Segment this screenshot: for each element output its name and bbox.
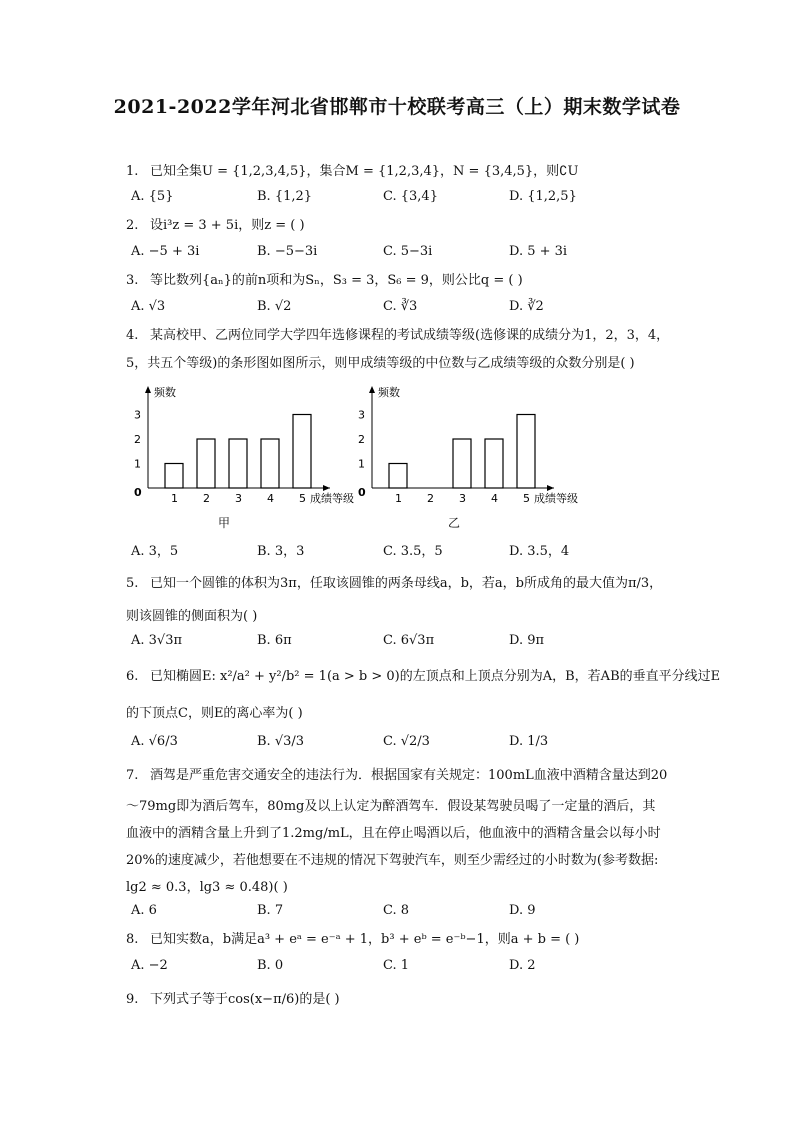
question-7-line-3: 血液中的酒精含量上升到了1.2mg/mL，且在停止喝酒以后，他血液中的酒精含量会以每小时 — [126, 826, 661, 841]
x-tick-label: 1 — [395, 492, 402, 505]
origin-label: 0 — [358, 486, 366, 499]
bar — [165, 464, 183, 489]
options-5 — [131, 633, 671, 653]
bar — [293, 415, 311, 489]
y-tick-label: 1 — [358, 457, 365, 471]
option-c[interactable]: C. √2/3 — [383, 734, 430, 749]
bar — [197, 439, 215, 488]
option-c[interactable]: C. 5−3i — [383, 244, 433, 259]
question-2 — [126, 216, 305, 236]
y-axis-arrow — [145, 386, 151, 393]
origin-label: 0 — [134, 486, 142, 499]
option-a[interactable]: A. 3，5 — [131, 544, 179, 559]
option-d[interactable]: D. {1,2,5} — [509, 189, 577, 204]
question-6 — [126, 667, 720, 687]
chart-jia — [126, 380, 354, 505]
option-c[interactable]: C. 1 — [383, 958, 410, 973]
question-7-line-4: 20%的速度减少，若他想要在不违规的情况下驾驶汽车，则至少需经过的小时数为(参考数据: — [126, 853, 659, 868]
x-tick-label: 1 — [171, 492, 178, 505]
question-number: 4. — [126, 328, 139, 343]
question-text: 等比数列{aₙ}的前n项和为Sₙ，S₃ = 3，S₆ = 9，则公比q = ( ) — [150, 273, 523, 288]
question-text: 某高校甲、乙两位同学大学四年选修课程的考试成绩等级(选修课的成绩分为1，2，3，4， — [150, 328, 670, 343]
option-d[interactable]: D. 2 — [509, 958, 536, 973]
question-text: 下列式子等于cos(x−π/6)的是( ) — [150, 992, 340, 1007]
x-tick-label: 2 — [427, 492, 434, 505]
x-axis-arrow — [547, 485, 554, 491]
options-6 — [131, 734, 671, 754]
question-number: 1. — [126, 164, 139, 179]
question-number: 9. — [126, 992, 139, 1007]
y-tick-label: 2 — [134, 433, 141, 446]
chart-yi — [350, 380, 590, 505]
option-a[interactable]: A. √3 — [131, 299, 166, 314]
x-tick-label: 3 — [459, 492, 466, 505]
x-axis-label: 成绩等级 — [310, 492, 354, 505]
option-b[interactable]: B. √3/3 — [257, 734, 305, 749]
x-axis-arrow — [323, 485, 330, 491]
question-text: 已知椭圆E: x²/a² + y²/b² = 1(a > b > 0)的左顶点和上顶点分别为A，B，若AB的垂直平分线过E — [150, 669, 721, 684]
option-c[interactable]: C. 8 — [383, 903, 410, 918]
x-tick-label: 3 — [235, 492, 242, 505]
y-tick-label: 2 — [358, 433, 365, 446]
options-4 — [131, 540, 671, 560]
chart-caption-yi: 乙 — [448, 516, 461, 530]
option-a[interactable]: A. 6 — [131, 903, 157, 918]
question-7 — [126, 766, 667, 786]
option-c[interactable]: C. ∛3 — [383, 299, 418, 314]
option-a[interactable]: A. 3√3π — [131, 633, 183, 648]
options-2 — [131, 244, 671, 264]
question-9 — [126, 990, 340, 1010]
bar — [261, 439, 279, 488]
x-tick-label: 5 — [523, 492, 530, 505]
question-text: 已知实数a，b满足a³ + eᵃ = e⁻ᵃ + 1，b³ + eᵇ = e⁻ᵇ−1，则a + b = ( ) — [150, 932, 580, 947]
chart-caption-jia: 甲 — [218, 516, 231, 530]
option-d[interactable]: D. 3.5，4 — [509, 544, 570, 559]
question-number: 6. — [126, 669, 139, 684]
option-b[interactable]: B. 6π — [257, 633, 292, 648]
question-3 — [126, 271, 523, 291]
question-number: 5. — [126, 576, 139, 591]
option-c[interactable]: C. 3.5，5 — [383, 544, 443, 559]
y-axis-label: 频数 — [378, 386, 400, 399]
y-tick-label: 3 — [134, 408, 141, 422]
page-title: 2021-2022学年河北省邯郸市十校联考高三（上）期末数学试卷 — [113, 96, 681, 118]
y-axis-label: 频数 — [154, 386, 176, 399]
question-5-continued: 则该圆锥的侧面积为( ) — [126, 609, 258, 624]
x-tick-label: 2 — [203, 492, 210, 505]
question-number: 3. — [126, 273, 139, 288]
option-b[interactable]: B. −5−3i — [257, 244, 318, 259]
question-4-continued: 5，共五个等级)的条形图如图所示，则甲成绩等级的中位数与乙成绩等级的众数分别是( ) — [126, 356, 635, 371]
question-5 — [126, 574, 662, 594]
bar — [229, 439, 247, 488]
question-text: 酒驾是严重危害交通安全的违法行为．根据国家有关规定：100mL血液中酒精含量达到20 — [150, 768, 668, 783]
option-a[interactable]: A. −5 + 3i — [131, 244, 200, 259]
option-b[interactable]: B. 0 — [257, 958, 284, 973]
option-b[interactable]: B. √2 — [257, 299, 292, 314]
option-c[interactable]: C. {3,4} — [383, 189, 438, 204]
y-axis-arrow — [369, 386, 375, 393]
bar — [485, 439, 503, 488]
question-7-line-2: ～79mg即为酒后驾车，80mg及以上认定为醉酒驾车．假设某驾驶员喝了一定量的酒后，其 — [126, 799, 656, 814]
question-number: 8. — [126, 932, 139, 947]
option-d[interactable]: D. ∛2 — [509, 299, 544, 314]
y-tick-label: 3 — [358, 408, 365, 422]
question-4 — [126, 326, 669, 346]
bar — [389, 464, 407, 489]
x-tick-label: 4 — [267, 492, 274, 505]
bar — [453, 439, 471, 488]
option-d[interactable]: D. 9 — [509, 903, 536, 918]
question-8 — [126, 930, 579, 950]
options-1 — [131, 189, 671, 209]
y-tick-label: 1 — [134, 457, 141, 471]
option-a[interactable]: A. √6/3 — [131, 734, 178, 749]
options-8 — [131, 958, 671, 978]
options-3 — [131, 299, 671, 319]
option-d[interactable]: D. 5 + 3i — [509, 244, 568, 259]
question-text: 已知全集U = {1,2,3,4,5}，集合M = {1,2,3,4}，N = {3,4,5}，则∁U — [150, 164, 579, 179]
option-b[interactable]: B. {1,2} — [257, 189, 313, 204]
option-d[interactable]: D. 9π — [509, 633, 545, 648]
option-b[interactable]: B. 3，3 — [257, 544, 305, 559]
x-tick-label: 5 — [299, 492, 306, 505]
question-1 — [126, 162, 578, 182]
x-axis-label: 成绩等级 — [534, 492, 578, 505]
question-number: 2. — [126, 218, 139, 233]
question-text: 已知一个圆锥的体积为3π，任取该圆锥的两条母线a，b，若a，b所成角的最大值为π/3， — [150, 576, 663, 591]
question-number: 7. — [126, 768, 139, 783]
option-b[interactable]: B. 7 — [257, 903, 284, 918]
option-a[interactable]: A. −2 — [131, 958, 168, 973]
options-7 — [131, 903, 671, 923]
question-text: 设i³z = 3 + 5i，则z = ( ) — [150, 218, 305, 233]
bar — [517, 415, 535, 489]
option-a[interactable]: A. {5} — [131, 189, 174, 204]
option-d[interactable]: D. 1/3 — [509, 734, 549, 749]
option-c[interactable]: C. 6√3π — [383, 633, 435, 648]
x-tick-label: 4 — [491, 492, 498, 505]
question-6-continued: 的下顶点C，则E的离心率为( ) — [126, 706, 303, 721]
question-7-line-5: lg2 ≈ 0.3，lg3 ≈ 0.48)( ) — [126, 880, 288, 895]
